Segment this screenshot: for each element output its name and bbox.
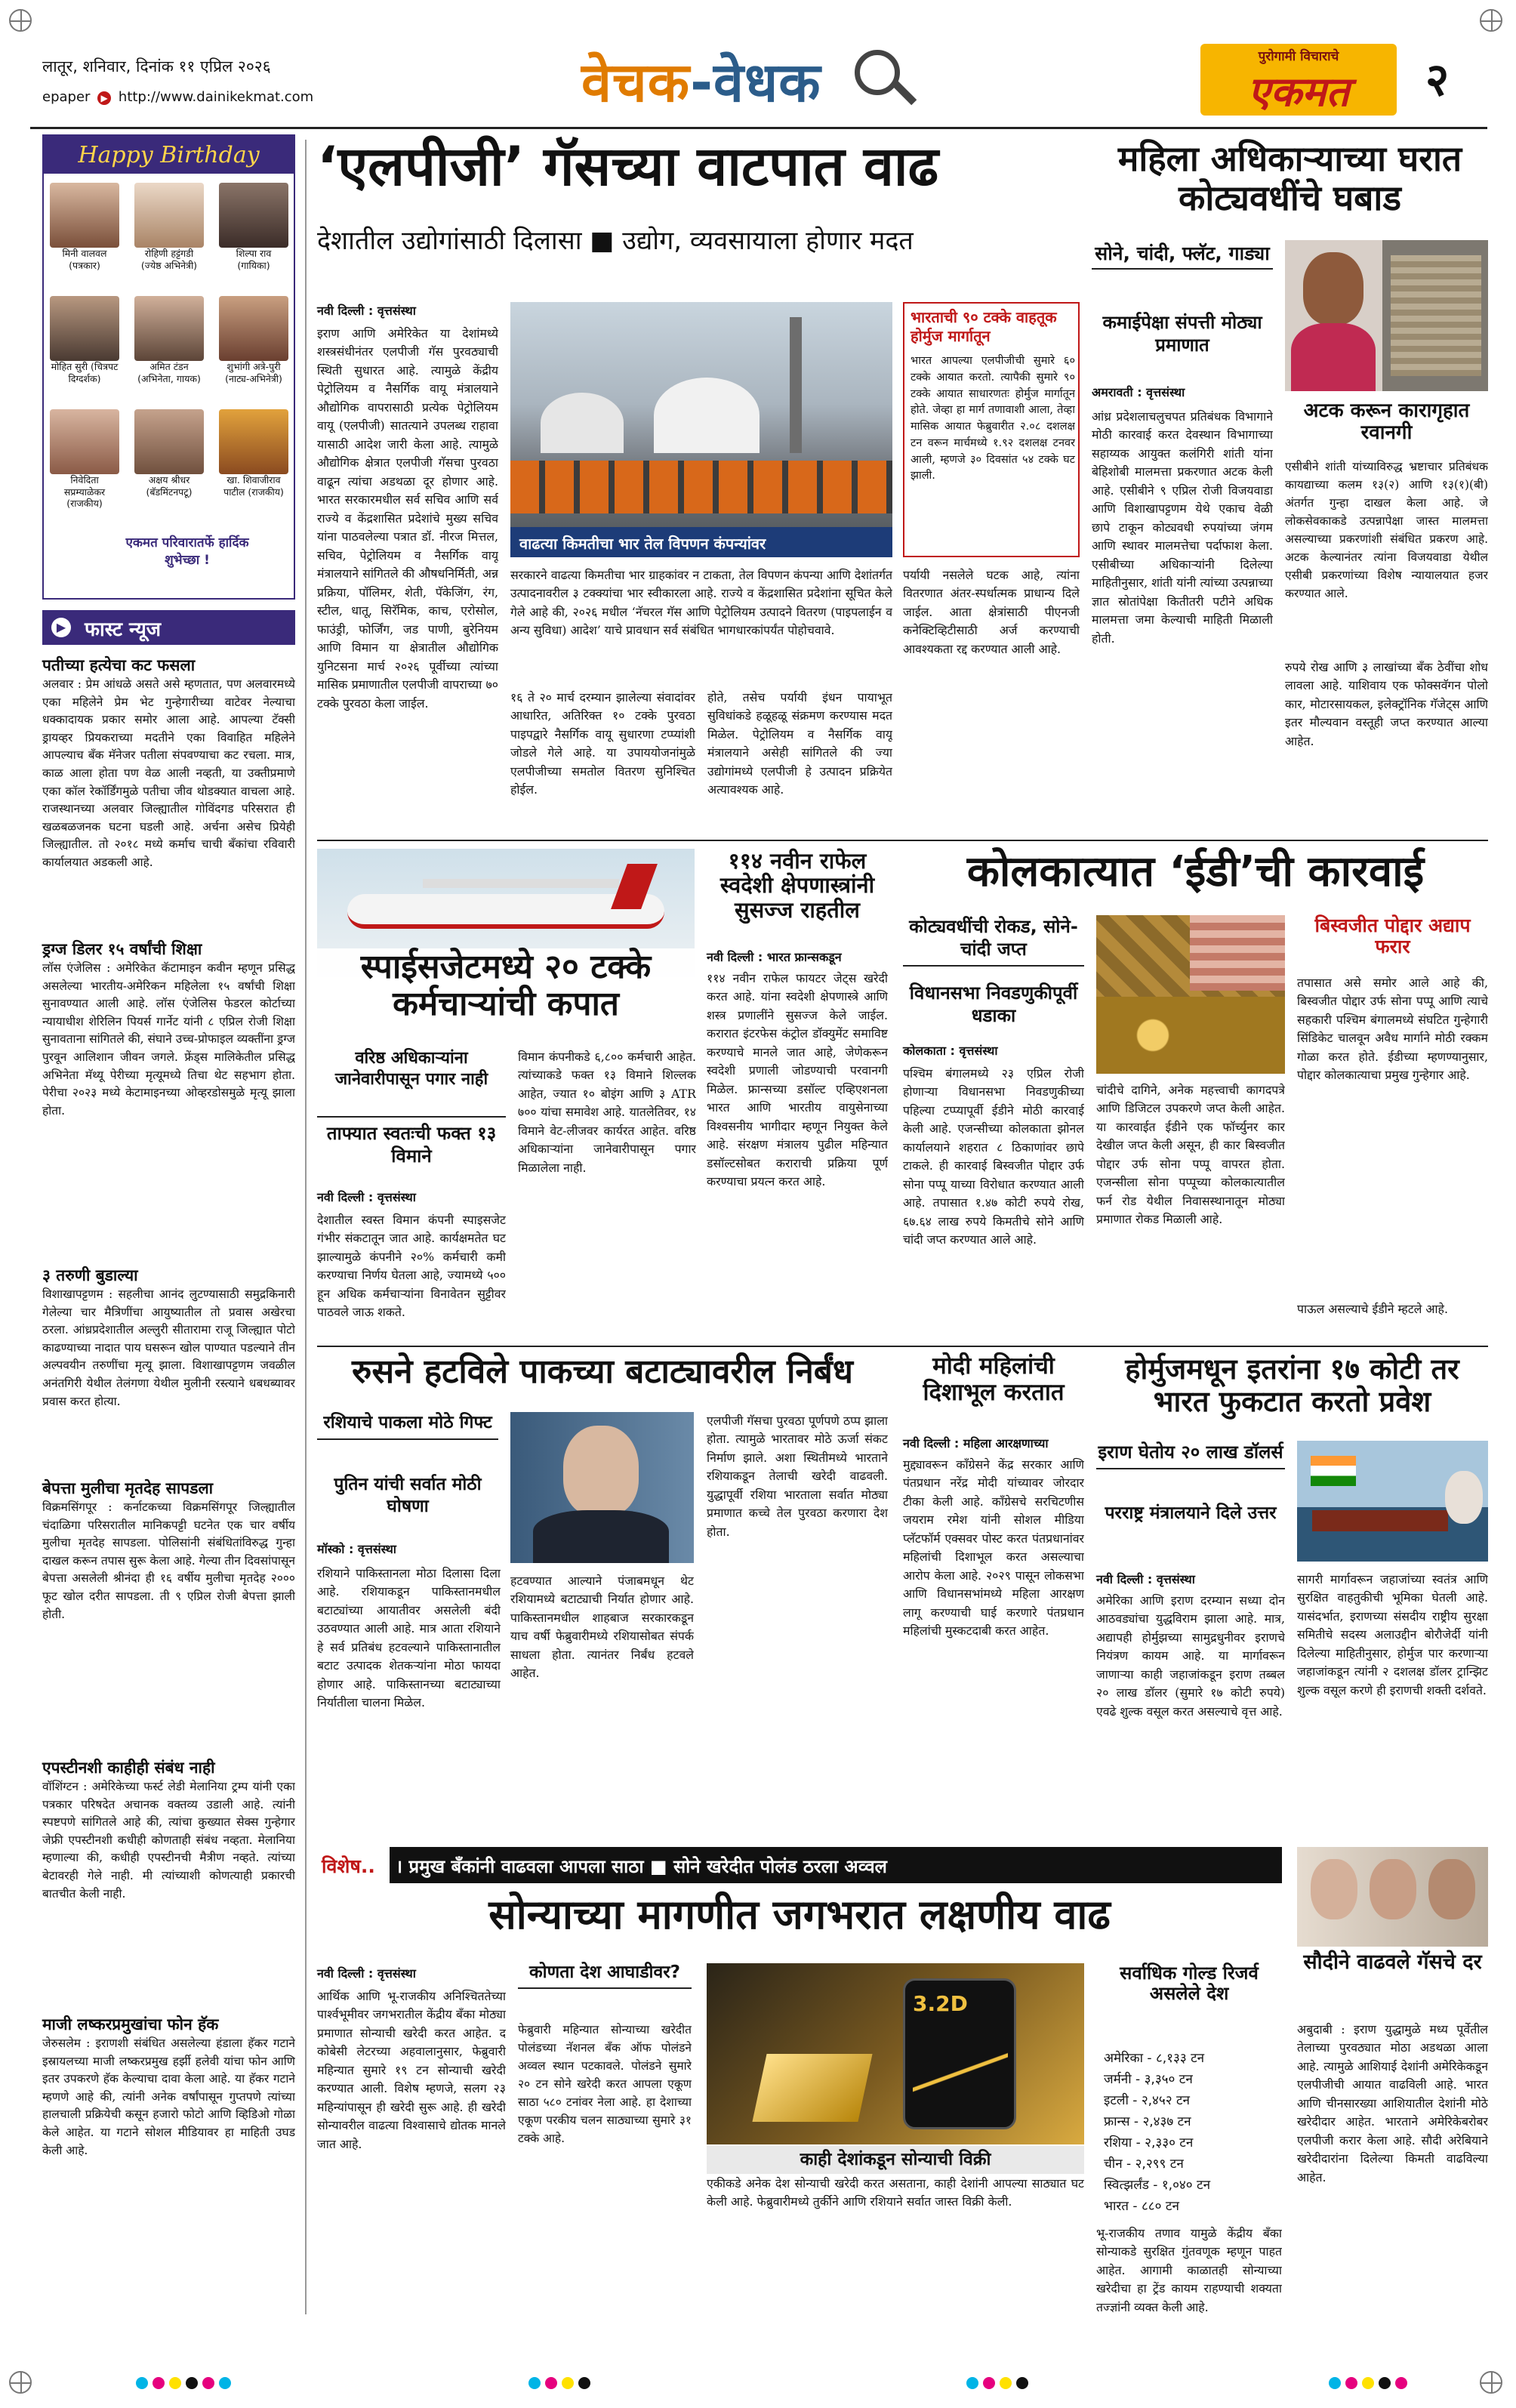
registration-mark-icon <box>1480 9 1502 32</box>
registration-mark-icon <box>1480 2371 1502 2394</box>
portrait-body <box>1291 323 1376 391</box>
masthead <box>0 0 1516 136</box>
hormuz-sub1: इराण घेतोय २० लाख डॉलर्स <box>1096 1441 1285 1469</box>
country: जर्मनी <box>1104 2072 1132 2087</box>
tonnes: ८८० टन <box>1141 2199 1179 2214</box>
birthday-wish: एकमत परिवारातर्फे हार्दिक शुभेच्छा ! <box>125 535 249 568</box>
ed-headline: कोलकात्यात ‘ईडी’ची कारवाई <box>966 847 1425 896</box>
brand-logo <box>1200 44 1397 116</box>
section-rule <box>317 1346 1488 1347</box>
gold-caption-body: एकीकडे अनेक देश सोन्याची खरेदी करत असताना, काही देशांनी आपल्या साठ्यात घट केली आहे. फेब्रुवारीमध्ये तुर्कीने आणि रशियाने सर्वात जास्त विक्री केली. <box>707 2176 1084 2209</box>
avatar <box>134 409 204 474</box>
registration-mark-icon <box>9 2371 32 2394</box>
gold-bars <box>752 2054 872 2122</box>
women-officer-sub2: कमाईपेक्षा संपत्ती मोठ्या प्रमाणात <box>1102 312 1262 356</box>
fast-news-item <box>42 1266 295 1461</box>
portrait <box>1370 1859 1416 1919</box>
color-dot <box>219 2377 231 2389</box>
news-headline: माजी लष्करप्रमुखांचा फोन हॅक <box>42 2015 219 2033</box>
spicejet-col1: देशातील स्वस्त विमान कंपनी स्पाइसजेट गंभीर संकटातून जात आहे. कार्यक्षमतेत घट झाल्यामुळे कंपनीने २०% कर्मचारी कमी करण्याचा निर्णय घेतला आहे, ज्यामध्ये ५०० हून अधिक कर्मचाऱ्यांना विनावेतन सुट्टीवर पाठवले जाऊ शकते. <box>317 1213 506 1320</box>
gold-question-body: फेब्रुवारी महिन्यात सोन्याच्या खरेदीत पोलंडच्या नॅशनल बँक ऑफ पोलंडने अव्वल स्थान पटकावले. पोलंडने सुमारे २० टन सोने खरेदी करत आपला एकूण साठा ५८० टनांवर नेला आहे. हा देशाच्या एकूण परकीय चलन साठ्याच्या सुमारे ३१ टक्के आहे. <box>518 2023 692 2146</box>
ed-byline: कोलकाता : वृत्तसंस्था <box>903 1044 998 1058</box>
news-headline: एपस्टीनशी काहीही संबंध नाही <box>42 1759 215 1777</box>
tonnes: ३,३५० टन <box>1144 2072 1193 2087</box>
color-dot <box>169 2377 181 2389</box>
reserve-row: इटली - २,४५२ टन <box>1104 2093 1190 2108</box>
tonnes: २,२९९ टन <box>1135 2157 1184 2172</box>
women-officer-headline: महिला अधिकाऱ्याच्या घरात कोट्यवधींचे घबाड <box>1117 138 1462 218</box>
saudi-headline: सौदीने वाढवले गॅसचे दर <box>1303 1950 1482 1974</box>
news-body: वॉशिंग्टन : अमेरिकेच्या फर्स्ट लेडी मेलानिया ट्रम्प यांनी एका पत्रकार परिषदेत अचानक वक्तव्य उडाली आहे. त्यांनी स्पष्टपणे सांगितले आहे की, त्यांचा कुख्यात सेक्स गुन्हेगार जेफ्री एपस्टीनशी कधीही कोणताही संबंध नव्हता. मेलानिया म्हणाल्या की, कधीही एपस्टीनची मैत्रीण नव्हते. त्यांच्या बेटावरही गेले नाही. मी त्यांच्याशी कोणत्याही प्रकारची बातचीत केली नाही. <box>42 1780 295 1901</box>
country: भारत <box>1104 2199 1129 2214</box>
tonnes: २,४५२ टन <box>1141 2093 1190 2108</box>
hormuz-box <box>903 302 1080 557</box>
country: इटली <box>1104 2093 1129 2108</box>
cash-stack <box>1391 255 1481 376</box>
spicejet-col2: विमान कंपनीकडे ६,८०० कर्मचारी आहेत. त्यांच्याकडे फक्त १३ विमाने शिल्लक आहेत, ज्यात १० बोइंग आणि ३ ATR ७०० यांचा समावेश आहे. यातलेतिवर, १४ विमाने वेट-लीजवर कार्यरत आहेत. वरिष्ठ अधिकाऱ्यांना जानेवारीपासून पगार मिळालेला नाही. <box>518 1050 696 1175</box>
ed-sub2: विधानसभा निवडणुकीपूर्वी धडाका <box>909 982 1078 1026</box>
avatar-name: शुभांगी अत्रे-पुरी (नाट्य-अभिनेत्री) <box>225 361 282 384</box>
country: फ्रान्स <box>1104 2114 1130 2129</box>
fast-news-item <box>42 655 295 902</box>
color-dot <box>186 2377 198 2389</box>
color-dot <box>983 2377 995 2389</box>
ed-col2: चांदीचे दागिने, अनेक महत्त्वाची कागदपत्रे आणि डिजिटल उपकरणे जप्त केली आहेत. या कारवाईत ईडीने एक फॉर्च्युनर कार देखील जप्त केली असून, ही कार बिस्वजीत पोद्दार उर्फ सोना पप्पू वापरत होता. एजन्सीला सोना पप्पूच्या कोलकात्यातील फर्न रोड येथील निवासस्थानातून मोठ्या प्रमाणात रोकड मिळाली आहे. <box>1096 1083 1285 1227</box>
gold-byline: नवी दिल्ली : वृत्तसंस्था <box>317 1966 416 1981</box>
russia-headline: रुसने हटविले पाकच्या बटाट्यावरील निर्बंध <box>352 1352 853 1391</box>
fast-news <box>42 610 295 2317</box>
phone-chart <box>903 1978 1016 2129</box>
spicejet-sub1: वरिष्ठ अधिकाऱ्यांना जानेवारीपासून पगार नाही <box>334 1049 488 1089</box>
news-headline: ड्रग्ज डिलर १५ वर्षांची शिक्षा <box>42 940 202 958</box>
wing <box>423 879 619 888</box>
women-officer-body: आंध्र प्रदेशलाचलुचपत प्रतिबंधक विभागाने मोठी कारवाई करत देवस्थान विभागाच्या सहाय्यक आयुक्त कलंगिरी शांती यांना बेहिशोबी मालमत्ता प्रकरणात अटक केली आहे. एसीबीने ९ एप्रिल रोजी विजयवाडा आणि विशाखापट्टणम येथे एकाच वेळी छापे टाकून कोट्यवधी रुपयांच्या जंगम आणि स्थावर मालमत्तेचा पर्दाफाश केला. एसीबीच्या अधिकाऱ्यांनी दिलेल्या माहितीनुसार, शांती यांनी त्यांच्या उत्पन्नाच्या ज्ञात स्रोतांपेक्षा कितीतरी पटीने अधिक मालमत्ता जमा केल्याची माहिती मिळाली होती. <box>1092 409 1273 646</box>
color-dot <box>1016 2377 1028 2389</box>
color-bar-center-right <box>966 2377 1033 2392</box>
russia-sub2: पुतिन यांची सर्वात मोठी घोषणा <box>334 1475 482 1516</box>
fast-news-item <box>42 1758 295 2005</box>
gold-col3: भू-राजकीय तणाव यामुळे केंद्रीय बँका सोन्याकडे सुरक्षित गुंतवणूक म्हणून पाहत आहेत. आगामी काळातही सोन्याच्या खरेदीचा हा ट्रेंड कायम राहण्याची शक्यता तज्ज्ञांनी व्यक्त केली आहे. <box>1096 2226 1282 2314</box>
fast-news-item <box>42 1478 295 1748</box>
photo-caption: वाढत्या किमतीचा भार तेल विपणन कंपन्यांवर <box>510 527 892 557</box>
tonnes: ८,१३३ टन <box>1155 2051 1205 2066</box>
fast-news-bar <box>42 610 295 645</box>
chimney <box>790 317 802 453</box>
avatar <box>219 296 288 361</box>
modi-body: मुद्द्यावरून काँग्रेसने केंद्र सरकार आणि पंतप्रधान नरेंद्र मोदी यांच्यावर जोरदार टीका केली आहे. काँग्रेसचे सरचिटणीस जयराम रमेश यांनी सोशल मीडिया प्लॅटफॉर्म एक्सवर पोस्ट करत पंतप्रधानांवर महिलांची दिशाभूल करत असल्याचा आरोप केला आहे. २०२९ पासून लोकसभा आणि विधानसभांमध्ये महिला आरक्षण लागू करण्याची घाई करणारे पंतप्रधान महिलांची मुस्कटदाबी करत आहेत. <box>903 1457 1084 1639</box>
page-number: २ <box>1425 54 1450 106</box>
color-dot <box>1362 2377 1374 2389</box>
reserve-row: चीन - २,२९९ टन <box>1104 2157 1184 2172</box>
epaper-line <box>42 89 313 105</box>
fast-news-item <box>42 2015 295 2307</box>
special-ticker <box>317 1847 1282 1883</box>
gold-photo-caption: काही देशांकडून सोन्याची विक्री <box>707 2146 1084 2174</box>
reserve-row: जर्मनी - ३,३५० टन <box>1104 2072 1193 2087</box>
portrait <box>563 1426 639 1516</box>
hormuz-body: अमेरिका आणि इराण दरम्यान सध्या दोन आठवड्यांचा युद्धविराम झाला आहे. मात्र, अद्यापही होर्मुझच्या सामुद्रधुनीवर इराणचे नियंत्रण कायम आहे. या मार्गावरून जाणाऱ्या काही जहाजांकडून इराण तब्बल २० लाख डॉलर (सुमारे १७ कोटी रुपये) एवढे शुल्क वसूल करत असल्याचे वृत्त आहे. <box>1096 1593 1285 1719</box>
portrait <box>1445 1471 1483 1524</box>
lpg-headline: ‘एलपीजी’ गॅसच्या वाटपात वाढ <box>317 134 939 198</box>
fast-news-title: फास्ट न्यूज <box>85 618 162 641</box>
birthday-title: Happy Birthday <box>78 142 260 168</box>
color-dot <box>966 2377 978 2389</box>
ed-box-headline: बिस्वजीत पोद्दार अद्याप फरार <box>1314 914 1471 957</box>
modi-headline: मोदी महिलांची दिशाभूल करतात <box>923 1352 1065 1406</box>
birthday-header <box>44 136 294 174</box>
news-headline: पतीच्या हत्येचा कट फसला <box>42 656 196 674</box>
russia-col1: रशियाने पाकिस्तानला मोठा दिलासा दिला आहे. रशियाकडून पाकिस्तानमधील बटाट्यांच्या आयातीवर असलेली बंदी उठवण्यात आली आहे. मात्र आता रशियाने हे सर्व प्रतिबंध हटवल्याने पाकिस्तानातील बटाट उत्पादक शेतकऱ्यांना मोठा फायदा होणार आहे. पाकिस्तानच्या बटाट्याच्या निर्यातीला चालना मिळेल. <box>317 1566 501 1710</box>
avatar-name: अमित टंडन (अभिनेता, गायक) <box>137 361 201 384</box>
news-body: विक्रमसिंगपूर : कर्नाटकच्या विक्रमसिंगपूर जिल्ह्यातील चंदाळिगा परिसरातील मानिकपट्टी घटनेत एक चार वर्षीय मुलीचा मृतदेह सापडला. पोलिसांनी संबंधितांविरुद्ध गुन्हा दाखल करून तपास सुरू केला आहे. गेल्या तीन दिवसांपासून बेपत्ता असलेली श्रीनंदा ही १६ वर्षीय मुलीचा मृतदेह २००० फूट खोल दरीत सापडला. ती ९ एप्रिल रोजी बेपत्ता झाली होती. <box>42 1500 295 1621</box>
officer-photo <box>1285 240 1488 391</box>
portrait-body <box>533 1510 669 1563</box>
rafale-body: ११४ नवीन राफेल फायटर जेट्स खरेदी करत आहे. यांना स्वदेशी क्षेपणास्त्रे आणि शस्त्र प्रणालींने सुसज्ज केले जाईल. करारात इंटरफेस कंट्रोल डॉक्युमेंट समाविष्ट करण्याचे मानले जात आहे, जेणेकरून स्वदेशी प्रणाली जोडण्याची परवानगी मिळेल. फ्रान्सच्या डसॉल्ट एव्हिएशनला भारत आणि भारतीय वायुसेनाच्या विश्वसनीय भागीदार म्हणून नियुक्त केले आहे. संरक्षण मंत्रालय पुढील महिन्यात डसॉल्टसोबत कराराची प्रक्रिया पूर्ण करण्याचा प्रयत्न करत आहे. <box>707 971 888 1189</box>
avatar <box>50 296 119 361</box>
avatar-name: निवेदिता सप्रम्याळेकर (राजकीय) <box>63 474 106 510</box>
color-dot <box>1000 2377 1012 2389</box>
arrow-icon: ▶ <box>97 91 111 105</box>
ship-photo <box>1297 1441 1488 1562</box>
lpg-col1: इराण आणि अमेरिकेत या देशांमध्ये शस्त्रसंधीनंतर एलपीजी गॅस पुरवठ्याची स्थिती सुधारत आहे. त्यामुळे केंद्रीय पेट्रोलियम व नैसर्गिक वायू मंत्रालयाने औद्योगिक वापरासाठी प्रत्येक पेट्रोलियम वायू (एलपीजी) सातत्याने उपलब्ध राहावा यासाठी आदेश जारी केला आहे. त्यामुळे औद्योगिक क्षेत्रात एलपीजी गॅसचा पुरवठा वाढून त्यांचा अडथळा दूर होणार आहे. भारत सरकारमधील सर्व सचिव आणि सर्व राज्ये व केंद्रशासित प्रदेशांचे मुख्य सचिव यांना पाठवलेल्या पत्रात डॉ. नीरज मित्तल, सचिव, पेट्रोलियम व नैसर्गिक वायू मंत्रालयाने सांगितले की औषधनिर्मिती, अन्न प्रक्रिया, पॉलिमर, शेती, पॅकेजिंग, रंग, स्टील, धातू, सिरॅमिक, काच, एरोसोल, फाउंड्री, फोर्जिंग, जड पाणी, बुरेनियम आणि विमान या क्षेत्रातील औद्योगिक युनिटसना मार्च २०२६ पूर्वीच्या त्यांच्या मासिक प्रमाणातील एलपीजी वापराच्या ७० टक्के पुरवठा केला जाईल. <box>317 326 498 711</box>
hormuz-box-col: पर्यायी नसलेले घटक आहे, त्यांना वितरणात अंतर-स्पर्धात्मक प्राधान्य दिले जाईल. आता क्षेत्रांसाठी पीएनजी कनेक्टिव्हिटीसाठी अर्ज करण्याची आवश्यकता रद्द करण्यात आली आहे. <box>903 568 1080 656</box>
reserve-row: स्वित्झर्लंड - १,०४० टन <box>1104 2178 1210 2193</box>
news-headline: ३ तरुणी बुडाल्या <box>42 1266 138 1284</box>
color-bar-center <box>528 2377 595 2392</box>
section-title-b: -वेधक <box>690 51 821 114</box>
registration-mark-icon <box>9 9 32 32</box>
color-dot <box>136 2377 148 2389</box>
section-title <box>581 44 821 118</box>
country: चीन <box>1104 2157 1123 2172</box>
avatar-name: अक्षय श्रीधर (बॅडमिंटनपटू) <box>146 474 193 498</box>
portrait <box>1428 1859 1475 1919</box>
magnifier-handle-icon <box>892 81 917 106</box>
rafale-byline: नवी दिल्ली : भारत फ्रान्सकडून <box>707 950 842 964</box>
lpg-col2: सरकारने वाढत्या किमतीचा भार ग्राहकांवर न टाकता, तेल विपणन कंपन्या आणि देशांतर्गत उत्पादनावरील ३ टक्क्यांचा भार स्वीकारला आहे. राज्ये व केंद्रशासित प्रदेशांना सूचित केले गेले आहे की, २०२६ मधील ‘नॅचरल गॅस आणि पेट्रोलियम उत्पादने वितरण (पाइपलाईन व अन्य सुविधा) आदेश’ याचे प्रावधान सर्व संबंधित भागधारकांपर्यंत पोहोचवावे. <box>510 568 892 638</box>
news-body: विशाखापट्टणम : सहलीचा आनंद लुटण्यासाठी समुद्रकिनारी गेलेल्या चार मैत्रिणींचा आयुष्यातील तो प्रवास अखेरचा ठरला. आंध्रप्रदेशातील अल्लुरी सीतारामा राजू जिल्ह्यात पोटो काढण्याच्या नादात पाय घसरून खोल पाण्यात पडल्याने तीन अल्पवयीन तरुणींचा मृत्यू झाला. विशाखापट्टणम जवळील अनंतगिरी येथील तेलंगणा येथील मुलीनी रस्त्याने धबधब्यावर प्रवास करत होत्या. <box>42 1287 295 1408</box>
women-officer-col: रुपये रोख आणि ३ लाखांच्या बँक ठेवींचा शोध लावला आहे. याशिवाय एक फोक्सवॅगन पोलो कार, मोटारसायकल, इलेक्ट्रॉनिक गॅजेट्स आणि इतर मौल्यवान वस्तूही जप्त करण्यात आल्या आहेत. <box>1285 660 1488 748</box>
bullet-icon: ▶ <box>51 618 71 637</box>
arrest-body: एसीबीने शांती यांच्याविरुद्ध भ्रष्टाचार प्रतिबंधक कायद्याच्या कलम १३(२) आणि १३(१)(बी) अंतर्गत गुन्हा दाखल केला आहे. जे लोकसेवकाकडे उत्पन्नापेक्षा जास्त मालमत्ता असल्याच्या प्रकरणांशी संबंधित प्रकरण आहे. अटक केल्यानंतर त्यांना विजयवाडा येथील एसीबी प्रकरणांच्या विशेष न्यायालयात हजर करण्यात आले. <box>1285 460 1488 601</box>
country: स्वित्झर्लंड <box>1104 2178 1149 2193</box>
ed-note: पाऊल असल्याचे ईडीने म्हटले आहे. <box>1297 1302 1448 1316</box>
ed-col1: पश्चिम बंगालमध्ये २३ एप्रिल रोजी होणाऱ्या विधानसभा निवडणुकीच्या पहिल्या टप्प्यापूर्वी ईडीने मोठी कारवाई केली आहे. एजन्सीच्या कोलकाता झोनल कार्यालयाने शहरात ८ ठिकाणांवर छापे टाकले. ही कारवाई बिस्वजीत पोद्दार उर्फ सोना पप्पू याच्या विरोधात करण्यात आली आहे. तपासात १.४७ कोटी रुपये रोख, ६७.६४ लाख रुपये किमतीचे सोने आणि चांदी जप्त करण्यात आले आहे. <box>903 1066 1084 1247</box>
avatar-name: रोहिणी हट्टंगडी (ज्येष्ठ अभिनेत्री) <box>140 248 198 271</box>
tank <box>654 378 760 453</box>
ed-box-body: तपासात असे समोर आले आहे की, बिस्वजीत पोद्दार उर्फ सोना पप्पू आणि त्याचे सहकारी पश्चिम बंगालमध्ये संघटित गुन्हेगारी सिंडिकेट चालवून अवैध मार्गाने मोठी रक्कम गोळा करत होते. ईडीच्या म्हणण्यानुसार, पोद्दार कोलकात्याचा प्रमुख गुन्हेगार आहे. <box>1297 976 1488 1083</box>
color-bar-right <box>1329 2377 1412 2392</box>
leaders-photo <box>1297 1847 1488 1947</box>
tonnes: २,४३७ टन <box>1142 2114 1191 2129</box>
lpg-subhead: देशातील उद्योगांसाठी दिलासा ■ उद्योग, व्यवसायाला होणार मदत <box>317 226 914 256</box>
avatar <box>219 409 288 474</box>
birthday-box <box>42 134 295 600</box>
women-officer-byline: अमरावती : वृत्तसंस्था <box>1092 385 1185 399</box>
color-dot <box>545 2377 557 2389</box>
tonnes: २,३३० टन <box>1145 2135 1194 2151</box>
spicejet-byline: नवी दिल्ली : वृत्तसंस्था <box>317 1190 416 1204</box>
column-divider <box>305 140 307 2314</box>
dateline: लातूर, शनिवार, दिनांक ११ एप्रिल २०२६ <box>42 57 271 76</box>
epaper-label: epaper <box>42 89 91 105</box>
reserve-row: भारत - ८८० टन <box>1104 2199 1179 2214</box>
tank <box>541 393 624 453</box>
avatar-name: मिनी वालवल (पत्रकार) <box>62 248 107 271</box>
lpg-col4: होते, तसेच पर्यायी इंधन पायाभूत सुविधांकडे हळूहळू संक्रमण करण्यास मदत मिळेल. पेट्रोलियम व नैसर्गिक वायू मंत्रालयाने असेही सांगितले की ज्या उद्योगांमध्ये एलपीजी हे उत्पादन प्रक्रियेत अत्यावश्यक आहे. <box>707 690 892 797</box>
brand-tagline: पुरोगामी विचाराचे <box>1258 49 1339 64</box>
tonnes: १,०४० टन <box>1161 2178 1210 2193</box>
news-body: लॉस एंजेलिस : अमेरिकेत कॅटामाइन कवीन म्हणून प्रसिद्ध असलेल्या भारतीय-अमेरिकन महिलेला १५ वर्षांची शिक्षा सुनावण्यात आली आहे. लॉस एंजेलिस फेडरल कोर्टाच्या न्यायाधीश शेरिलिन पियर्स गार्नेट यांनी ८ एप्रिल रोजी शिक्षा सुनावताना सांगितले की, संघाने उच्च-प्रोफाइल व्यक्तींना ड्रग्ज पुरवून आलिशान जीवन जगले. फ्रेंड्स मालिकेतील प्रसिद्ध अभिनेता मॅथ्यू पेरीच्या मृत्यूमध्ये तिचा थेट सहभाग होता. पेरीचा २०२३ मध्ये केटामाइनच्या ओव्हरडोसमुळे मृत्यू झाला होता. <box>42 961 295 1118</box>
special-ticker-text: । प्रमुख बँकांनी वाढवला आपला साठा ■ सोने खरेदीत पोलंड ठरला अव्वल <box>396 1856 887 1877</box>
hormuz-col2: सागरी मार्गावरून जहाजांच्या स्वतंत्र आणि सुरक्षित वाहतुकीची भूमिका घेतली आहे. यासंदर्भात, इराणच्या संसदीय राष्ट्रीय सुरक्षा समितीचे सदस्य अलाउद्दीन बोरौजेर्दी यांनी दिलेल्या माहितीनुसार, होर्मुज पार करणाऱ्या जहाजांकडून त्यांनी २ दशलक्ष डॉलर ट्रान्झिट शुल्क वसूल करणे ही इराणची शक्ती दर्शवते. <box>1297 1572 1488 1697</box>
news-body: जेरुसलेम : इराणशी संबंधित असलेल्या हंडाला हॅकर गटाने इस्रायलच्या माजी लष्करप्रमुख हर्झी हलेवी यांचा फोन आणि इतर उपकरणे हॅक केल्याचा दावा केला आहे. या हॅकर गटाने म्हणणे आहे की, त्यांनी अनेक वर्षांपासून गुप्तपणे त्यांच्या हालचाली प्रक्रियेची कसून हजारो फोटो आणि व्हिडिओ गोळा केले आहेत. या गटाने सोशल मीडियावर हा माहिती उघड केली आहे. <box>42 2036 295 2157</box>
jewellery <box>1096 997 1285 1074</box>
hormuz-headline: होर्मुजमधून इतरांना १७ कोटी तर भारत फुकटात करतो प्रवेश <box>1125 1352 1459 1418</box>
spicejet-sub2: ताफ्यात स्वतःची फक्त १३ विमाने <box>317 1116 506 1167</box>
avatar-name: खा. शिवाजीराव पाटील (राजकीय) <box>223 474 284 498</box>
section-rule <box>317 840 1488 841</box>
russia-col3: एलपीजी गॅसचा पुरवठा पूर्णपणे ठप्प झाला होता. त्यामुळे भारतावर मोठे ऊर्जा संकट निर्माण झाले. अशा स्थितीमध्ये भारताने रशियाकडून तेलाची खरेदी वाढवली. युद्धापूर्वी रशिया भारताला सर्वात मोठ्या प्रमाणात कच्चे तेल पुरवठा करणारा देश होता. <box>707 1414 888 1539</box>
reserve-row: फ्रान्स - २,४३७ टन <box>1104 2114 1191 2129</box>
gold-question-head: कोणता देश आघाडीवर? <box>518 1963 692 1989</box>
fast-news-item <box>42 939 295 1232</box>
hull <box>1312 1510 1448 1531</box>
reserve-row: अमेरिका - ८,१३३ टन <box>1104 2051 1205 2066</box>
rafale-headline: ११४ नवीन राफेल स्वदेशी क्षेपणास्त्रांनी सुसज्ज राहतील <box>719 848 875 923</box>
color-dot <box>153 2377 165 2389</box>
flag-india <box>1311 1456 1356 1486</box>
lpg-byline: नवी दिल्ली : वृत्तसंस्था <box>317 304 416 318</box>
color-dot <box>1345 2377 1357 2389</box>
avatar-name: मोहित सुरी (चित्रपट दिग्दर्शक) <box>51 361 119 384</box>
news-headline: बेपत्ता मुलीचा मृतदेह सापडला <box>42 1479 214 1497</box>
country: अमेरिका <box>1104 2051 1143 2066</box>
cash-bundle <box>1190 915 1285 991</box>
news-body: अलवार : प्रेम आंधळे असते असे म्हणतात, पण अलवारमध्ये एका महिलेने प्रेम भेट गुन्हेगारीच्या वाटेवर नेल्याचा धक्कादायक प्रकार समोर आला आहे. आपल्या टॅक्सी ड्रायव्हर प्रियकराच्या मदतीने एका विवाहित महिलेने आपल्याच बँक मॅनेजर पतीला संपवण्याचा कट रचला. मात्र, काळ आला होता पण वेळ आली नव्हती, या उक्तीप्रमाणे एका कॉल रेकॉर्डिंगमुळे पतीचा जीव थोडक्यात वाचला आहे. राजस्थानच्या अलवार जिल्ह्यातील गोविंदगड परिसरात ही खळबळजनक घटना घडली आहे. अर्चना असेच प्रियेही जिल्ह्यातील. तो २०१८ मध्ये कर्माच चाची बँकांचा रविवारी कार्यालयात अडकली आहे. <box>42 677 295 869</box>
avatar <box>50 183 119 248</box>
hormuz-sub2: परराष्ट्र मंत्रालयाने दिले उत्तर <box>1105 1503 1277 1523</box>
brand-name: एकमत <box>1247 68 1350 116</box>
gold-reserves-head: सर्वाधिक गोल्ड रिजर्व असलेले देश <box>1120 1962 1259 2004</box>
website-link[interactable]: http://www.dainikekmat.com <box>118 89 314 105</box>
refinery-photo <box>510 302 892 557</box>
color-dot <box>202 2377 214 2389</box>
reserve-row: रशिया - २,३३० टन <box>1104 2135 1194 2151</box>
masthead-rule <box>30 127 1487 129</box>
putin-photo <box>510 1412 694 1563</box>
color-bar-left <box>136 2377 236 2392</box>
portrait <box>1311 1859 1357 1919</box>
russia-col2: हटवण्यात आल्याने पंजाबमधून थेट रशियामध्ये बटाट्याची निर्यात होणार आहे. पाकिस्तानमधील शाहबाज सरकारकडून याच वर्षी फेब्रुवारीमध्ये रशियासोबत संपर्क साधला होता. त्यानंतर निर्बंध हटवले आहेत. <box>510 1574 694 1681</box>
avatar <box>219 183 288 248</box>
ed-sub1: कोट्यवधींची रोकड, सोने-चांदी जप्त <box>903 915 1084 967</box>
gold-headline: सोन्याच्या मागणीत जगभरात लक्षणीय वाढ <box>488 1891 1111 1938</box>
hormuz-byline: नवी दिल्ली : वृत्तसंस्था <box>1096 1572 1195 1586</box>
country: रशिया <box>1104 2135 1132 2151</box>
phone-chart-value: 3.2D <box>913 1991 968 2016</box>
section-title-a: वेचक <box>581 51 691 114</box>
special-label: विशेष.. <box>317 1847 390 1883</box>
spicejet-headline: स्पाईसजेटमध्ये २० टक्के कर्मचाऱ्यांची कपात <box>317 948 695 1023</box>
russia-sub1: रशियाचे पाकला मोठे गिफ्ट <box>317 1412 498 1440</box>
gold-photo <box>707 1963 1084 2144</box>
magnifier-icon <box>855 50 900 95</box>
hormuz-box-headline: भारताची ९० टक्के वाहतूक होर्मुज मार्गातून <box>911 308 1057 345</box>
avatar-name: शिल्पा राव (गायिका) <box>236 248 272 271</box>
color-dot <box>578 2377 590 2389</box>
trucks <box>510 461 892 513</box>
avatar <box>134 183 204 248</box>
color-dot <box>528 2377 541 2389</box>
women-officer-sub1: सोने, चांदी, फ्लॅट, गाड्या <box>1092 242 1273 270</box>
portrait <box>1303 252 1363 325</box>
gold-reserves-list <box>1104 2048 1277 2217</box>
russia-byline: मॉस्को : वृत्तसंस्था <box>317 1542 396 1556</box>
color-dot <box>1379 2377 1391 2389</box>
gold-col1: आर्थिक आणि भू-राजकीय अनिश्चिततेच्या पार्श्वभूमीवर जगभरातील केंद्रीय बँका मोठ्या प्रमाणात सोन्याची खरेदी करत आहेत. द कोबेसी लेटरच्या अहवालानुसार, फेब्रुवारी महिन्यात सुमारे १९ टन सोन्याची खरेदी करण्यात आली. विशेष म्हणजे, सलग २३ महिन्यांपासून ही खरेदी सुरू आहे. ही खरेदी सोन्यावरील वाढत्या विश्वासाचे द्योतक मानले जात आहे. <box>317 1989 506 2151</box>
color-dot <box>1395 2377 1407 2389</box>
color-dot <box>1329 2377 1341 2389</box>
avatar <box>134 296 204 361</box>
seized-goods-photo <box>1096 915 1285 1074</box>
hormuz-box-body: भारत आपल्या एलपीजीची सुमारे ६० टक्के आयात करतो. त्यापैकी सुमारे ९० टक्के आयात साधारणतः होर्मुज मार्गातून होते. जेव्हा हा मार्ग तणावाशी आला, तेव्हा मासिक आयात फेब्रुवारीत २.०८ दशलक्ष टन वरून मार्चमध्ये १.९२ दशलक्ष टनवर आली, म्हणजे ३० दिवसांत ५४ टक्के घट झाली. <box>911 355 1075 483</box>
saudi-body: अबुदाबी : इराण युद्धामुळे मध्य पूर्वेतील तेलाच्या पुरवठ्यात मोठा अडथळा आला आहे. त्यामुळे आशियाई देशांनी अमेरिकेकडून एलपीजीची आयात वाढविली आहे. भारत आणि चीनसारख्या आशियातील देशांनी मोठे खरेदीदार आहेत. भारताने अमेरिकेबरोबर एलपीजी करार केला आहे. सौदी अरेबियाने खरेदीदारांना दिलेल्या किमती वाढविल्या आहेत. <box>1297 2022 1488 2184</box>
avatar <box>50 409 119 474</box>
chart-line <box>913 2041 1008 2109</box>
modi-byline: नवी दिल्ली : महिला आरक्षणाच्या <box>903 1436 1049 1451</box>
color-dot <box>562 2377 574 2389</box>
lpg-col3: १६ ते २० मार्च दरम्यान झालेल्या संवादांवर आधारित, अतिरिक्त १० टक्के पुरवठा पाइपद्वारे नैसर्गिक वायू सुधारणा टप्प्यांशी जोडले गेले आहे. या उपाययोजनांमुळे एलपीजीच्या समतोल वितरण सुनिश्चित होईल. <box>510 690 695 797</box>
arrest-headline: अटक करून कारागृहात रवानगी <box>1303 399 1470 445</box>
